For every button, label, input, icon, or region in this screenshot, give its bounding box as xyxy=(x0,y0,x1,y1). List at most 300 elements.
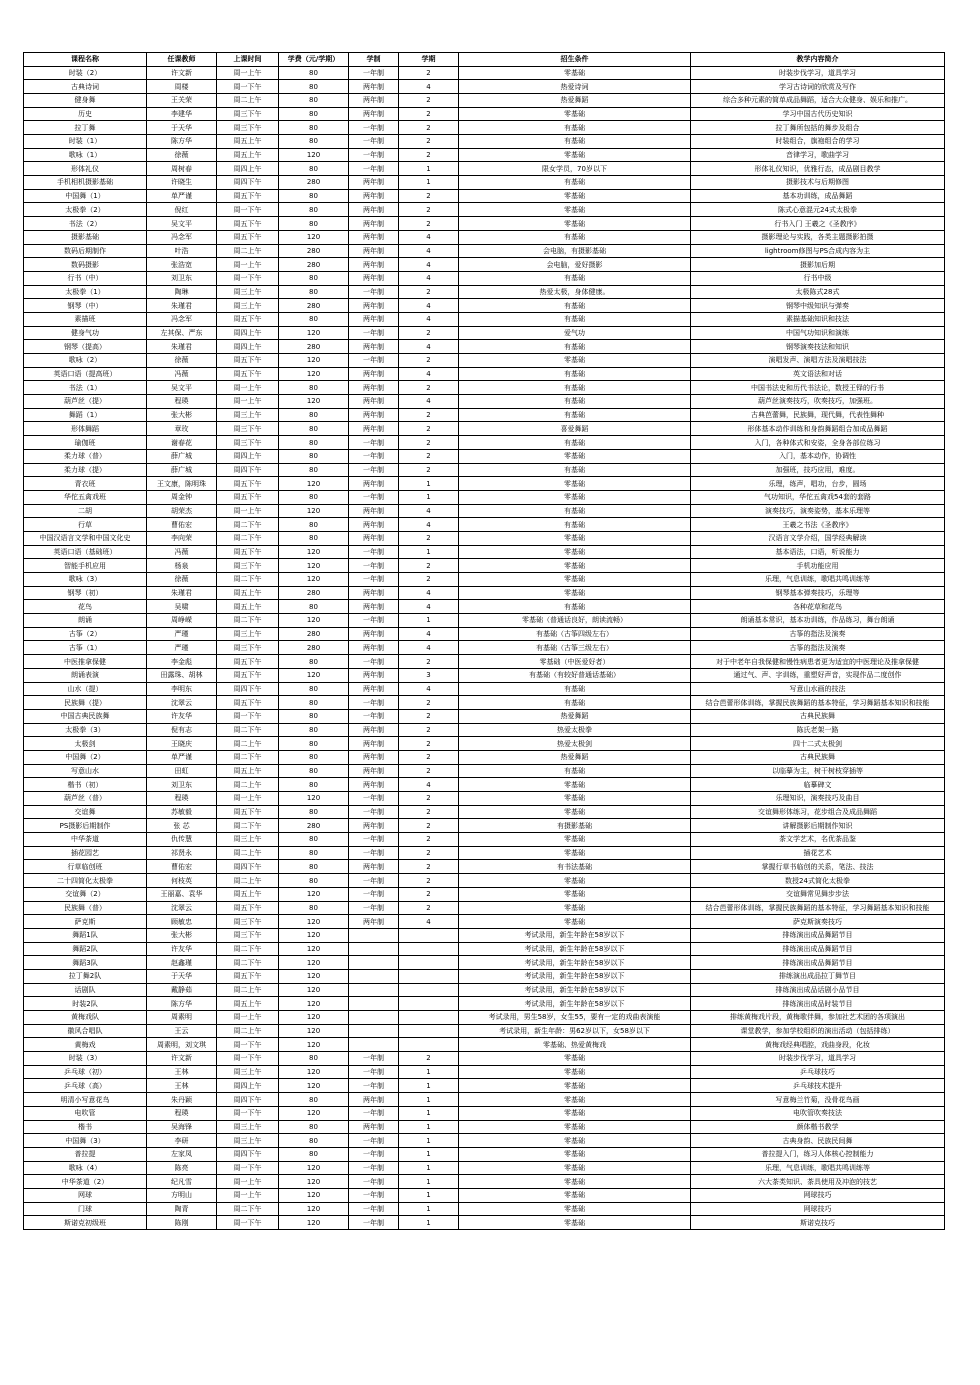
system-cell: 一年制 xyxy=(349,436,399,450)
term-cell: 1 xyxy=(399,477,459,491)
requirement-cell: 有基础 xyxy=(459,121,691,135)
requirement-cell: 零基础 xyxy=(459,66,691,80)
teacher-cell: 许文新 xyxy=(147,66,217,80)
content-cell: 手机功能应用 xyxy=(691,559,945,573)
time-cell: 周一上午 xyxy=(217,1175,279,1189)
course-name-cell: 民族舞（普） xyxy=(24,901,147,915)
fee-cell: 280 xyxy=(279,258,349,272)
system-cell: 两年制 xyxy=(349,408,399,422)
table-row xyxy=(24,449,945,463)
table-body xyxy=(24,66,945,1229)
requirement-cell: 零基础 xyxy=(459,1161,691,1175)
system-cell: 两年制 xyxy=(349,189,399,203)
teacher-cell: 沈翠云 xyxy=(147,696,217,710)
time-cell: 周二上午 xyxy=(217,874,279,888)
system-cell: 一年制 xyxy=(349,559,399,573)
fee-cell: 80 xyxy=(279,381,349,395)
table-row xyxy=(24,367,945,381)
content-cell: 形体基本动作训练和身韵舞蹈组合加成品舞蹈 xyxy=(691,422,945,436)
table-row xyxy=(24,792,945,806)
content-cell: 陈式心意混元24式太极拳 xyxy=(691,203,945,217)
content-cell: 排练演出成品舞蹈节目 xyxy=(691,956,945,970)
teacher-cell: 冯薇 xyxy=(147,367,217,381)
requirement-cell: 有基础 xyxy=(459,367,691,381)
requirement-cell: 考试录用，新生年龄在58岁以下 xyxy=(459,956,691,970)
system-cell xyxy=(349,956,399,970)
teacher-cell: 薛广城 xyxy=(147,449,217,463)
fee-cell: 80 xyxy=(279,833,349,847)
term-cell: 4 xyxy=(399,312,459,326)
term-cell: 4 xyxy=(399,504,459,518)
time-cell: 周五上午 xyxy=(217,887,279,901)
time-cell: 周三下午 xyxy=(217,928,279,942)
teacher-cell: 田虹 xyxy=(147,764,217,778)
teacher-cell: 程瑛 xyxy=(147,395,217,409)
system-cell: 两年制 xyxy=(349,819,399,833)
content-cell: 陈氏老架一路 xyxy=(691,723,945,737)
term-cell: 1 xyxy=(399,1175,459,1189)
teacher-cell: 李研 xyxy=(147,1134,217,1148)
term-cell: 2 xyxy=(399,723,459,737)
time-cell: 周一下午 xyxy=(217,203,279,217)
time-cell: 周四下午 xyxy=(217,463,279,477)
course-name-cell: 太极拳（3） xyxy=(24,723,147,737)
requirement-cell: 零基础 xyxy=(459,107,691,121)
system-cell: 一年制 xyxy=(349,874,399,888)
table-row xyxy=(24,189,945,203)
time-cell: 周五下午 xyxy=(217,668,279,682)
system-cell: 一年制 xyxy=(349,490,399,504)
fee-cell: 80 xyxy=(279,764,349,778)
course-name-cell: 时装（1） xyxy=(24,135,147,149)
teacher-cell: 吴文平 xyxy=(147,217,217,231)
content-cell: 古典身韵、民族民间舞 xyxy=(691,1134,945,1148)
teacher-cell: 张大彬 xyxy=(147,408,217,422)
term-cell: 2 xyxy=(399,531,459,545)
requirement-cell: 考试录用，新生年龄在58岁以下 xyxy=(459,942,691,956)
teacher-cell: 王文康，陈明珠 xyxy=(147,477,217,491)
term-cell: 4 xyxy=(399,340,459,354)
time-cell: 周五下午 xyxy=(217,545,279,559)
content-cell: 插花艺术 xyxy=(691,846,945,860)
fee-cell: 280 xyxy=(279,627,349,641)
term-cell: 4 xyxy=(399,395,459,409)
table-row xyxy=(24,217,945,231)
requirement-cell: 零基础 xyxy=(459,490,691,504)
course-name-cell: 舞蹈1队 xyxy=(24,928,147,942)
course-name-cell: 健身舞 xyxy=(24,93,147,107)
system-cell: 两年制 xyxy=(349,367,399,381)
teacher-cell: 田露珠、胡林 xyxy=(147,668,217,682)
requirement-cell: 零基础 xyxy=(459,901,691,915)
term-cell: 4 xyxy=(399,778,459,792)
time-cell: 周三下午 xyxy=(217,559,279,573)
table-row xyxy=(24,1106,945,1120)
course-name-cell: 歌咏（4） xyxy=(24,1161,147,1175)
table-row xyxy=(24,121,945,135)
teacher-cell: 于天华 xyxy=(147,121,217,135)
content-cell: 四十二式太极剑 xyxy=(691,737,945,751)
time-cell: 周二下午 xyxy=(217,573,279,587)
column-header: 学费（元/学期） xyxy=(279,53,349,67)
course-name-cell: 书法（2） xyxy=(24,217,147,231)
system-cell: 两年制 xyxy=(349,860,399,874)
fee-cell: 80 xyxy=(279,436,349,450)
teacher-cell: 单严谨 xyxy=(147,189,217,203)
requirement-cell: 零基础 xyxy=(459,1216,691,1230)
table-row xyxy=(24,764,945,778)
fee-cell: 80 xyxy=(279,723,349,737)
content-cell: lightroom修图与PS合成内容为主 xyxy=(691,244,945,258)
requirement-cell: 零基础 xyxy=(459,1120,691,1134)
table-row xyxy=(24,1065,945,1079)
requirement-cell: 零基础 xyxy=(459,778,691,792)
system-cell: 两年制 xyxy=(349,723,399,737)
fee-cell: 80 xyxy=(279,66,349,80)
teacher-cell: 陈刚 xyxy=(147,1216,217,1230)
time-cell: 周五下午 xyxy=(217,655,279,669)
content-cell: 排练演出成品舞蹈节目 xyxy=(691,928,945,942)
course-name-cell: 数码后期制作 xyxy=(24,244,147,258)
content-cell: 各种花草和花鸟 xyxy=(691,600,945,614)
time-cell: 周五上午 xyxy=(217,148,279,162)
system-cell: 一年制 xyxy=(349,901,399,915)
fee-cell: 120 xyxy=(279,792,349,806)
time-cell: 周五下午 xyxy=(217,189,279,203)
fee-cell: 120 xyxy=(279,367,349,381)
time-cell: 周五下午 xyxy=(217,312,279,326)
teacher-cell: 李金彪 xyxy=(147,655,217,669)
content-cell: 加强班，技巧应用，难度。 xyxy=(691,463,945,477)
fee-cell: 120 xyxy=(279,997,349,1011)
term-cell: 2 xyxy=(399,354,459,368)
fee-cell: 280 xyxy=(279,586,349,600)
term-cell: 1 xyxy=(399,1106,459,1120)
course-name-cell: 话剧队 xyxy=(24,983,147,997)
time-cell: 周二上午 xyxy=(217,983,279,997)
time-cell: 周一上午 xyxy=(217,395,279,409)
term-cell: 1 xyxy=(399,162,459,176)
requirement-cell: 有基础 xyxy=(459,271,691,285)
teacher-cell: 严瑾 xyxy=(147,641,217,655)
term-cell: 4 xyxy=(399,586,459,600)
course-name-cell: 瑜伽班 xyxy=(24,436,147,450)
table-row xyxy=(24,531,945,545)
table-row xyxy=(24,696,945,710)
time-cell: 周一下午 xyxy=(217,709,279,723)
table-row xyxy=(24,559,945,573)
time-cell: 周一下午 xyxy=(217,1052,279,1066)
table-row xyxy=(24,340,945,354)
table-row xyxy=(24,723,945,737)
system-cell: 一年制 xyxy=(349,833,399,847)
teacher-cell: 许友华 xyxy=(147,942,217,956)
course-name-cell: 青衣班 xyxy=(24,477,147,491)
course-name-cell: 二十四简化太极拳 xyxy=(24,874,147,888)
requirement-cell: 零基础 xyxy=(459,477,691,491)
course-name-cell: 钢琴（提高） xyxy=(24,340,147,354)
fee-cell: 80 xyxy=(279,518,349,532)
requirement-cell: 有基础 xyxy=(459,135,691,149)
fee-cell: 80 xyxy=(279,1134,349,1148)
system-cell: 两年制 xyxy=(349,627,399,641)
time-cell: 周五上午 xyxy=(217,600,279,614)
course-name-cell: 写意山水 xyxy=(24,764,147,778)
system-cell: 两年制 xyxy=(349,1120,399,1134)
requirement-cell: 零基础 xyxy=(459,915,691,929)
teacher-cell: 程瑛 xyxy=(147,1106,217,1120)
content-cell: 形体礼仪知识，优雅行态，成品剧目教学 xyxy=(691,162,945,176)
term-cell: 1 xyxy=(399,1120,459,1134)
fee-cell: 120 xyxy=(279,1216,349,1230)
teacher-cell: 徐薇 xyxy=(147,573,217,587)
system-cell: 两年制 xyxy=(349,258,399,272)
content-cell: 排练黄梅戏片段，黄梅歌伴舞，参加社艺术团的各项演出 xyxy=(691,1011,945,1025)
term-cell: 2 xyxy=(399,93,459,107)
course-name-cell: 柔力球（普） xyxy=(24,449,147,463)
content-cell: 网球技巧 xyxy=(691,1202,945,1216)
fee-cell: 80 xyxy=(279,737,349,751)
content-cell: 古筝的指法及演奏 xyxy=(691,641,945,655)
table-row xyxy=(24,997,945,1011)
content-cell: 钢琴中级知识与弹奏 xyxy=(691,299,945,313)
system-cell: 两年制 xyxy=(349,518,399,532)
requirement-cell: 零基础 xyxy=(459,189,691,203)
time-cell: 周五上午 xyxy=(217,586,279,600)
course-name-cell: 英语口语（提高班） xyxy=(24,367,147,381)
content-cell: 钢琴基本弹奏技巧，乐理等 xyxy=(691,586,945,600)
term-cell: 3 xyxy=(399,668,459,682)
teacher-cell: 吴文平 xyxy=(147,381,217,395)
table-row xyxy=(24,135,945,149)
time-cell: 周三下午 xyxy=(217,107,279,121)
fee-cell: 280 xyxy=(279,299,349,313)
time-cell: 周二下午 xyxy=(217,942,279,956)
content-cell: 演唱发声、演唱方法及演唱技法 xyxy=(691,354,945,368)
term-cell: 2 xyxy=(399,805,459,819)
fee-cell: 280 xyxy=(279,244,349,258)
requirement-cell: 有基础 xyxy=(459,504,691,518)
requirement-cell: 零基础 xyxy=(459,449,691,463)
requirement-cell: 有基础 xyxy=(459,381,691,395)
course-name-cell: 楷书 xyxy=(24,1120,147,1134)
time-cell: 周四上午 xyxy=(217,449,279,463)
fee-cell: 80 xyxy=(279,1120,349,1134)
teacher-cell: 严瑾 xyxy=(147,627,217,641)
system-cell: 一年制 xyxy=(349,792,399,806)
requirement-cell: 考试录用，新生年龄在58岁以下 xyxy=(459,997,691,1011)
time-cell: 周三上午 xyxy=(217,833,279,847)
time-cell: 周二下午 xyxy=(217,723,279,737)
term-cell: 2 xyxy=(399,121,459,135)
content-cell: 基本语法，口语，听说能力 xyxy=(691,545,945,559)
term-cell: 2 xyxy=(399,833,459,847)
fee-cell: 80 xyxy=(279,696,349,710)
fee-cell: 80 xyxy=(279,285,349,299)
system-cell: 两年制 xyxy=(349,395,399,409)
term-cell xyxy=(399,997,459,1011)
table-row xyxy=(24,942,945,956)
requirement-cell: 热爱舞蹈 xyxy=(459,750,691,764)
content-cell: 排练演出成品时装节目 xyxy=(691,997,945,1011)
requirement-cell: 零基础 xyxy=(459,586,691,600)
system-cell: 一年制 xyxy=(349,1147,399,1161)
system-cell xyxy=(349,983,399,997)
teacher-cell: 王晓庆 xyxy=(147,737,217,751)
content-cell: 学习古诗词的欣赏及写作 xyxy=(691,80,945,94)
teacher-cell: 周树春 xyxy=(147,162,217,176)
content-cell: 摄影加后期 xyxy=(691,258,945,272)
table-row xyxy=(24,627,945,641)
requirement-cell: 零基础 xyxy=(459,1052,691,1066)
time-cell: 周三上午 xyxy=(217,408,279,422)
content-cell: 摄影技术与后期修图 xyxy=(691,176,945,190)
content-cell: 音律学习，歌曲学习 xyxy=(691,148,945,162)
course-name-cell: PS摄影后期制作 xyxy=(24,819,147,833)
system-cell: 一年制 xyxy=(349,162,399,176)
term-cell: 2 xyxy=(399,655,459,669)
table-row xyxy=(24,1093,945,1107)
fee-cell: 120 xyxy=(279,969,349,983)
course-name-cell: 书法（1） xyxy=(24,381,147,395)
system-cell xyxy=(349,1011,399,1025)
table-row xyxy=(24,1175,945,1189)
system-cell: 两年制 xyxy=(349,93,399,107)
requirement-cell: 热爱太极拳 xyxy=(459,723,691,737)
system-cell: 两年制 xyxy=(349,176,399,190)
teacher-cell: 许晓生 xyxy=(147,176,217,190)
fee-cell: 80 xyxy=(279,1147,349,1161)
table-row xyxy=(24,833,945,847)
fee-cell: 120 xyxy=(279,1065,349,1079)
system-cell: 两年制 xyxy=(349,80,399,94)
table-row xyxy=(24,805,945,819)
term-cell: 4 xyxy=(399,230,459,244)
system-cell: 两年制 xyxy=(349,230,399,244)
requirement-cell: 有基础 xyxy=(459,436,691,450)
system-cell: 两年制 xyxy=(349,217,399,231)
content-cell: 课堂教学，参加学校组织的演出活动（包括排练） xyxy=(691,1024,945,1038)
fee-cell: 80 xyxy=(279,901,349,915)
term-cell: 2 xyxy=(399,559,459,573)
time-cell: 周一上午 xyxy=(217,381,279,395)
teacher-cell: 朱瑾君 xyxy=(147,299,217,313)
term-cell: 2 xyxy=(399,1052,459,1066)
table-row xyxy=(24,463,945,477)
teacher-cell: 王关荣 xyxy=(147,93,217,107)
course-name-cell: 交谊舞（2） xyxy=(24,887,147,901)
course-name-cell: 二胡 xyxy=(24,504,147,518)
content-cell: 电吹管吹奏技法 xyxy=(691,1106,945,1120)
teacher-cell: 吴海锋 xyxy=(147,1120,217,1134)
teacher-cell: 倪红 xyxy=(147,203,217,217)
course-name-cell: 中医推拿保健 xyxy=(24,655,147,669)
time-cell: 周二下午 xyxy=(217,750,279,764)
fee-cell: 120 xyxy=(279,559,349,573)
system-cell: 两年制 xyxy=(349,107,399,121)
content-cell: 素描基础知识和技法 xyxy=(691,312,945,326)
content-cell: 古筝的指法及演奏 xyxy=(691,627,945,641)
requirement-cell: 考试录用，新生年龄在58岁以下 xyxy=(459,928,691,942)
content-cell: 临摹碑文 xyxy=(691,778,945,792)
content-cell: 排练演出成品舞蹈节目 xyxy=(691,942,945,956)
system-cell: 一年制 xyxy=(349,709,399,723)
table-row xyxy=(24,326,945,340)
time-cell: 周五下午 xyxy=(217,696,279,710)
term-cell: 1 xyxy=(399,1079,459,1093)
table-row xyxy=(24,846,945,860)
fee-cell: 80 xyxy=(279,531,349,545)
time-cell: 周二下午 xyxy=(217,1202,279,1216)
course-name-cell: 山水（提） xyxy=(24,682,147,696)
system-cell: 一年制 xyxy=(349,121,399,135)
term-cell: 4 xyxy=(399,258,459,272)
content-cell: 时装步伐学习，道具学习 xyxy=(691,1052,945,1066)
course-name-cell: 舞蹈（1） xyxy=(24,408,147,422)
content-cell: 乐理知识，演奏技巧及曲目 xyxy=(691,792,945,806)
table-row xyxy=(24,80,945,94)
content-cell: 古典芭蕾舞，民族舞，现代舞，代表性舞种 xyxy=(691,408,945,422)
course-name-cell: 歌咏（2） xyxy=(24,354,147,368)
term-cell: 2 xyxy=(399,135,459,149)
course-name-cell: 电吹管 xyxy=(24,1106,147,1120)
term-cell xyxy=(399,1038,459,1052)
course-name-cell: 形体礼仪 xyxy=(24,162,147,176)
content-cell: 中国气功知识和演练 xyxy=(691,326,945,340)
content-cell: 黄梅戏经典唱腔，戏曲身段，化妆 xyxy=(691,1038,945,1052)
term-cell: 2 xyxy=(399,408,459,422)
content-cell: 行书中级 xyxy=(691,271,945,285)
time-cell: 周一上午 xyxy=(217,792,279,806)
course-name-cell: 中华茶道（2） xyxy=(24,1175,147,1189)
content-cell: 颜体楷书教学 xyxy=(691,1120,945,1134)
system-cell: 两年制 xyxy=(349,1093,399,1107)
table-row xyxy=(24,244,945,258)
time-cell: 周四上午 xyxy=(217,162,279,176)
requirement-cell: 零基础 xyxy=(459,1134,691,1148)
term-cell xyxy=(399,1011,459,1025)
requirement-cell: 有基础 xyxy=(459,340,691,354)
table-row xyxy=(24,956,945,970)
table-row xyxy=(24,655,945,669)
fee-cell: 80 xyxy=(279,846,349,860)
column-header: 上课时间 xyxy=(217,53,279,67)
system-cell: 一年制 xyxy=(349,573,399,587)
term-cell: 4 xyxy=(399,600,459,614)
content-cell: 古典民族舞 xyxy=(691,750,945,764)
content-cell: 六大茶类知识、茶具使用及冲泡的技艺 xyxy=(691,1175,945,1189)
time-cell: 周四下午 xyxy=(217,1093,279,1107)
content-cell: 时装组合，旗袍组合的学习 xyxy=(691,135,945,149)
fee-cell: 80 xyxy=(279,1093,349,1107)
teacher-cell: 王林 xyxy=(147,1065,217,1079)
column-header: 学期 xyxy=(399,53,459,67)
teacher-cell: 张 芯 xyxy=(147,819,217,833)
system-cell: 一年制 xyxy=(349,1188,399,1202)
system-cell: 一年制 xyxy=(349,1161,399,1175)
teacher-cell: 周素明，刘文琪 xyxy=(147,1038,217,1052)
requirement-cell: 零基础 xyxy=(459,354,691,368)
requirement-cell: 零基础 xyxy=(459,573,691,587)
system-cell: 两年制 xyxy=(349,764,399,778)
table-row xyxy=(24,737,945,751)
teacher-cell: 张浩宽 xyxy=(147,258,217,272)
teacher-cell: 曹佑宏 xyxy=(147,518,217,532)
course-name-cell: 葫芦丝（提） xyxy=(24,395,147,409)
term-cell: 4 xyxy=(399,244,459,258)
system-cell: 两年制 xyxy=(349,271,399,285)
content-cell: 古典民族舞 xyxy=(691,709,945,723)
